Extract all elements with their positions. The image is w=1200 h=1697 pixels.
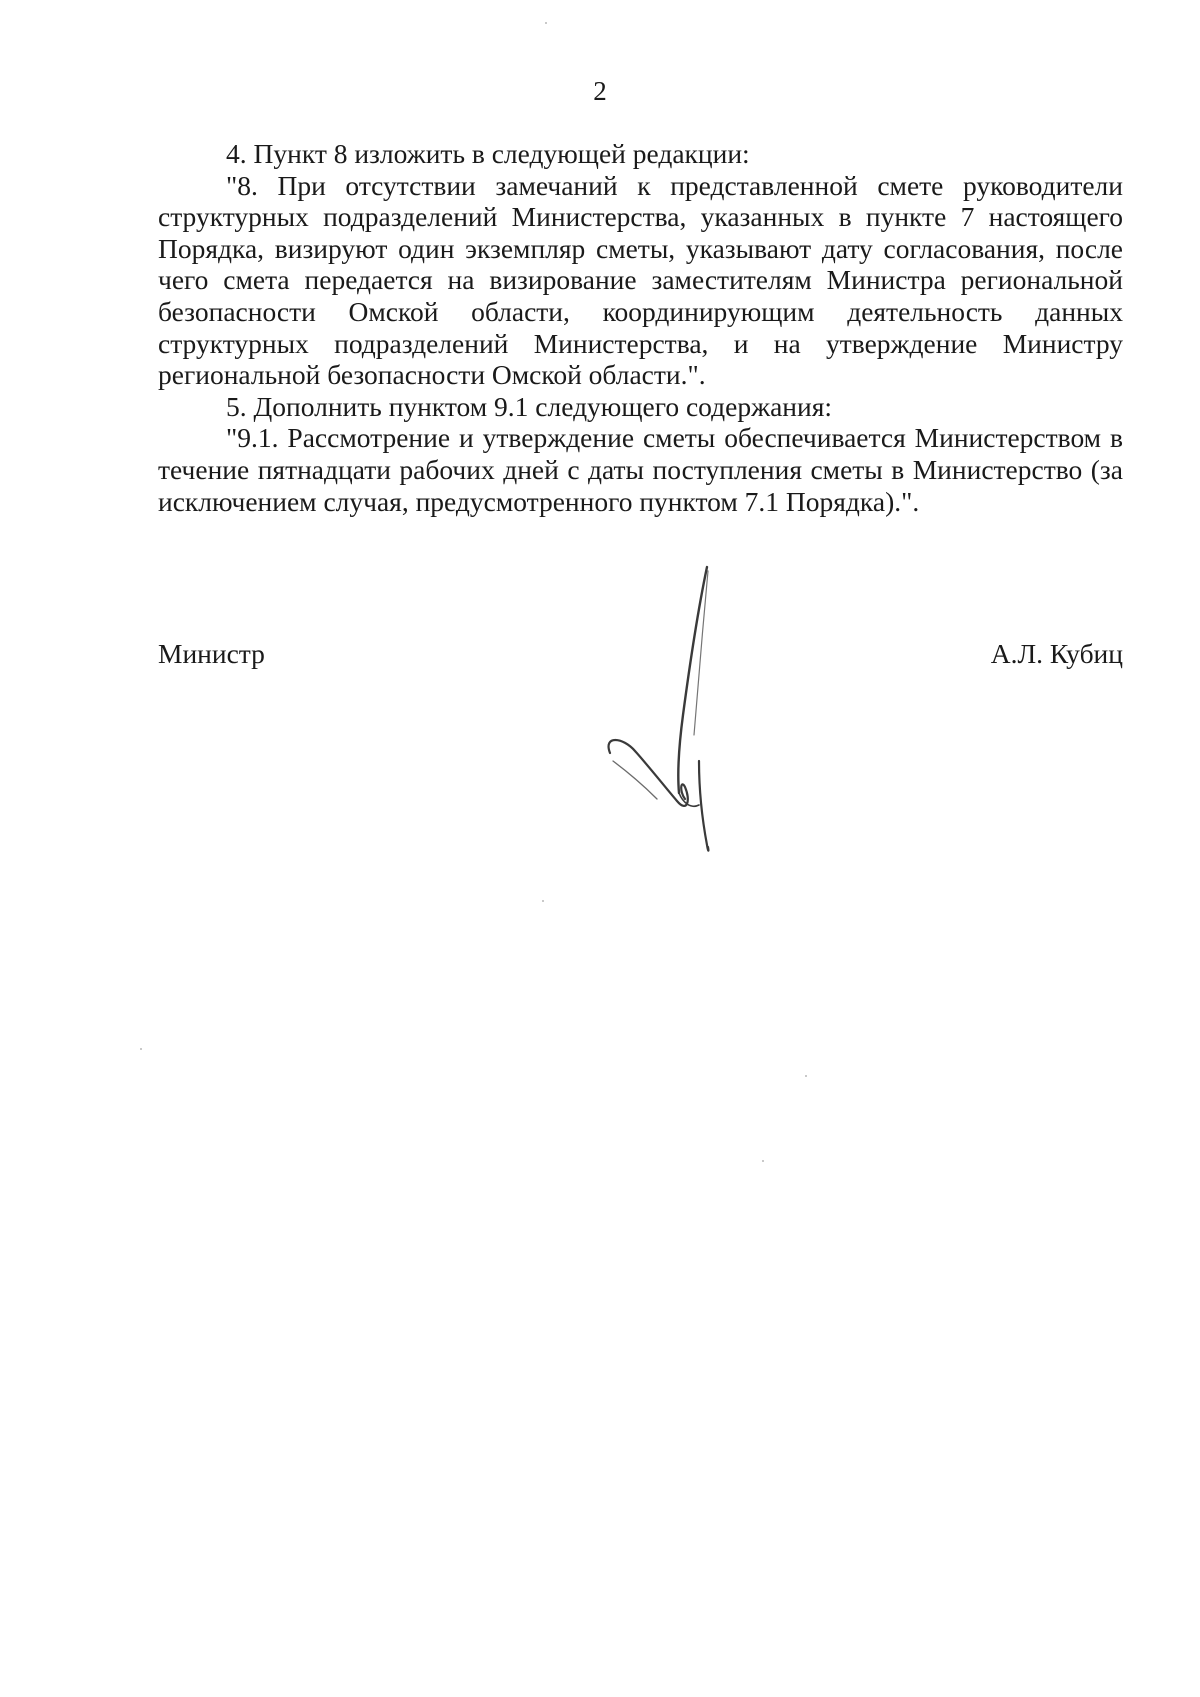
paragraph-item-5: 5. Дополнить пунктом 9.1 следующего содержания: <box>226 390 832 422</box>
scan-speck <box>762 1160 764 1162</box>
document-body <box>158 138 1123 517</box>
scan-speck <box>545 22 547 24</box>
handwritten-signature <box>595 565 745 860</box>
paragraph-item-4: 4. Пункт 8 изложить в следующей редакции: <box>226 138 750 169</box>
paragraph-item-9-1-text: "9.1. Рассмотрение и утверждение сметы обеспечивается Министерством в течение пятнадцати рабочих дней с даты поступления сметы в Министерство (за исключением случая, предусмотренного пунктом 7.1 Порядка).". <box>158 422 1123 517</box>
scan-speck <box>805 1075 807 1077</box>
signatory-name: А.Л. Кубиц <box>990 638 1123 669</box>
page-number: 2 <box>593 76 607 106</box>
scan-speck <box>140 1048 142 1050</box>
signatory-title: Министр <box>158 638 265 669</box>
scan-speck <box>542 900 544 902</box>
paragraph-item-8-text: "8. При отсутствии замечаний к представленной смете руководители структурных подразделений Министерства, указанных в пункте 7 настоящего Порядка, визируют один экземпляр сметы, указывают дату согласования, после чего смета передается на визирование заместителям Министра региональной безопасности Омской области, координирующим деятельность данных структурных подразделений Министерства, и на утверждение Министру региональной безопасности Омской области.". <box>158 169 1123 391</box>
